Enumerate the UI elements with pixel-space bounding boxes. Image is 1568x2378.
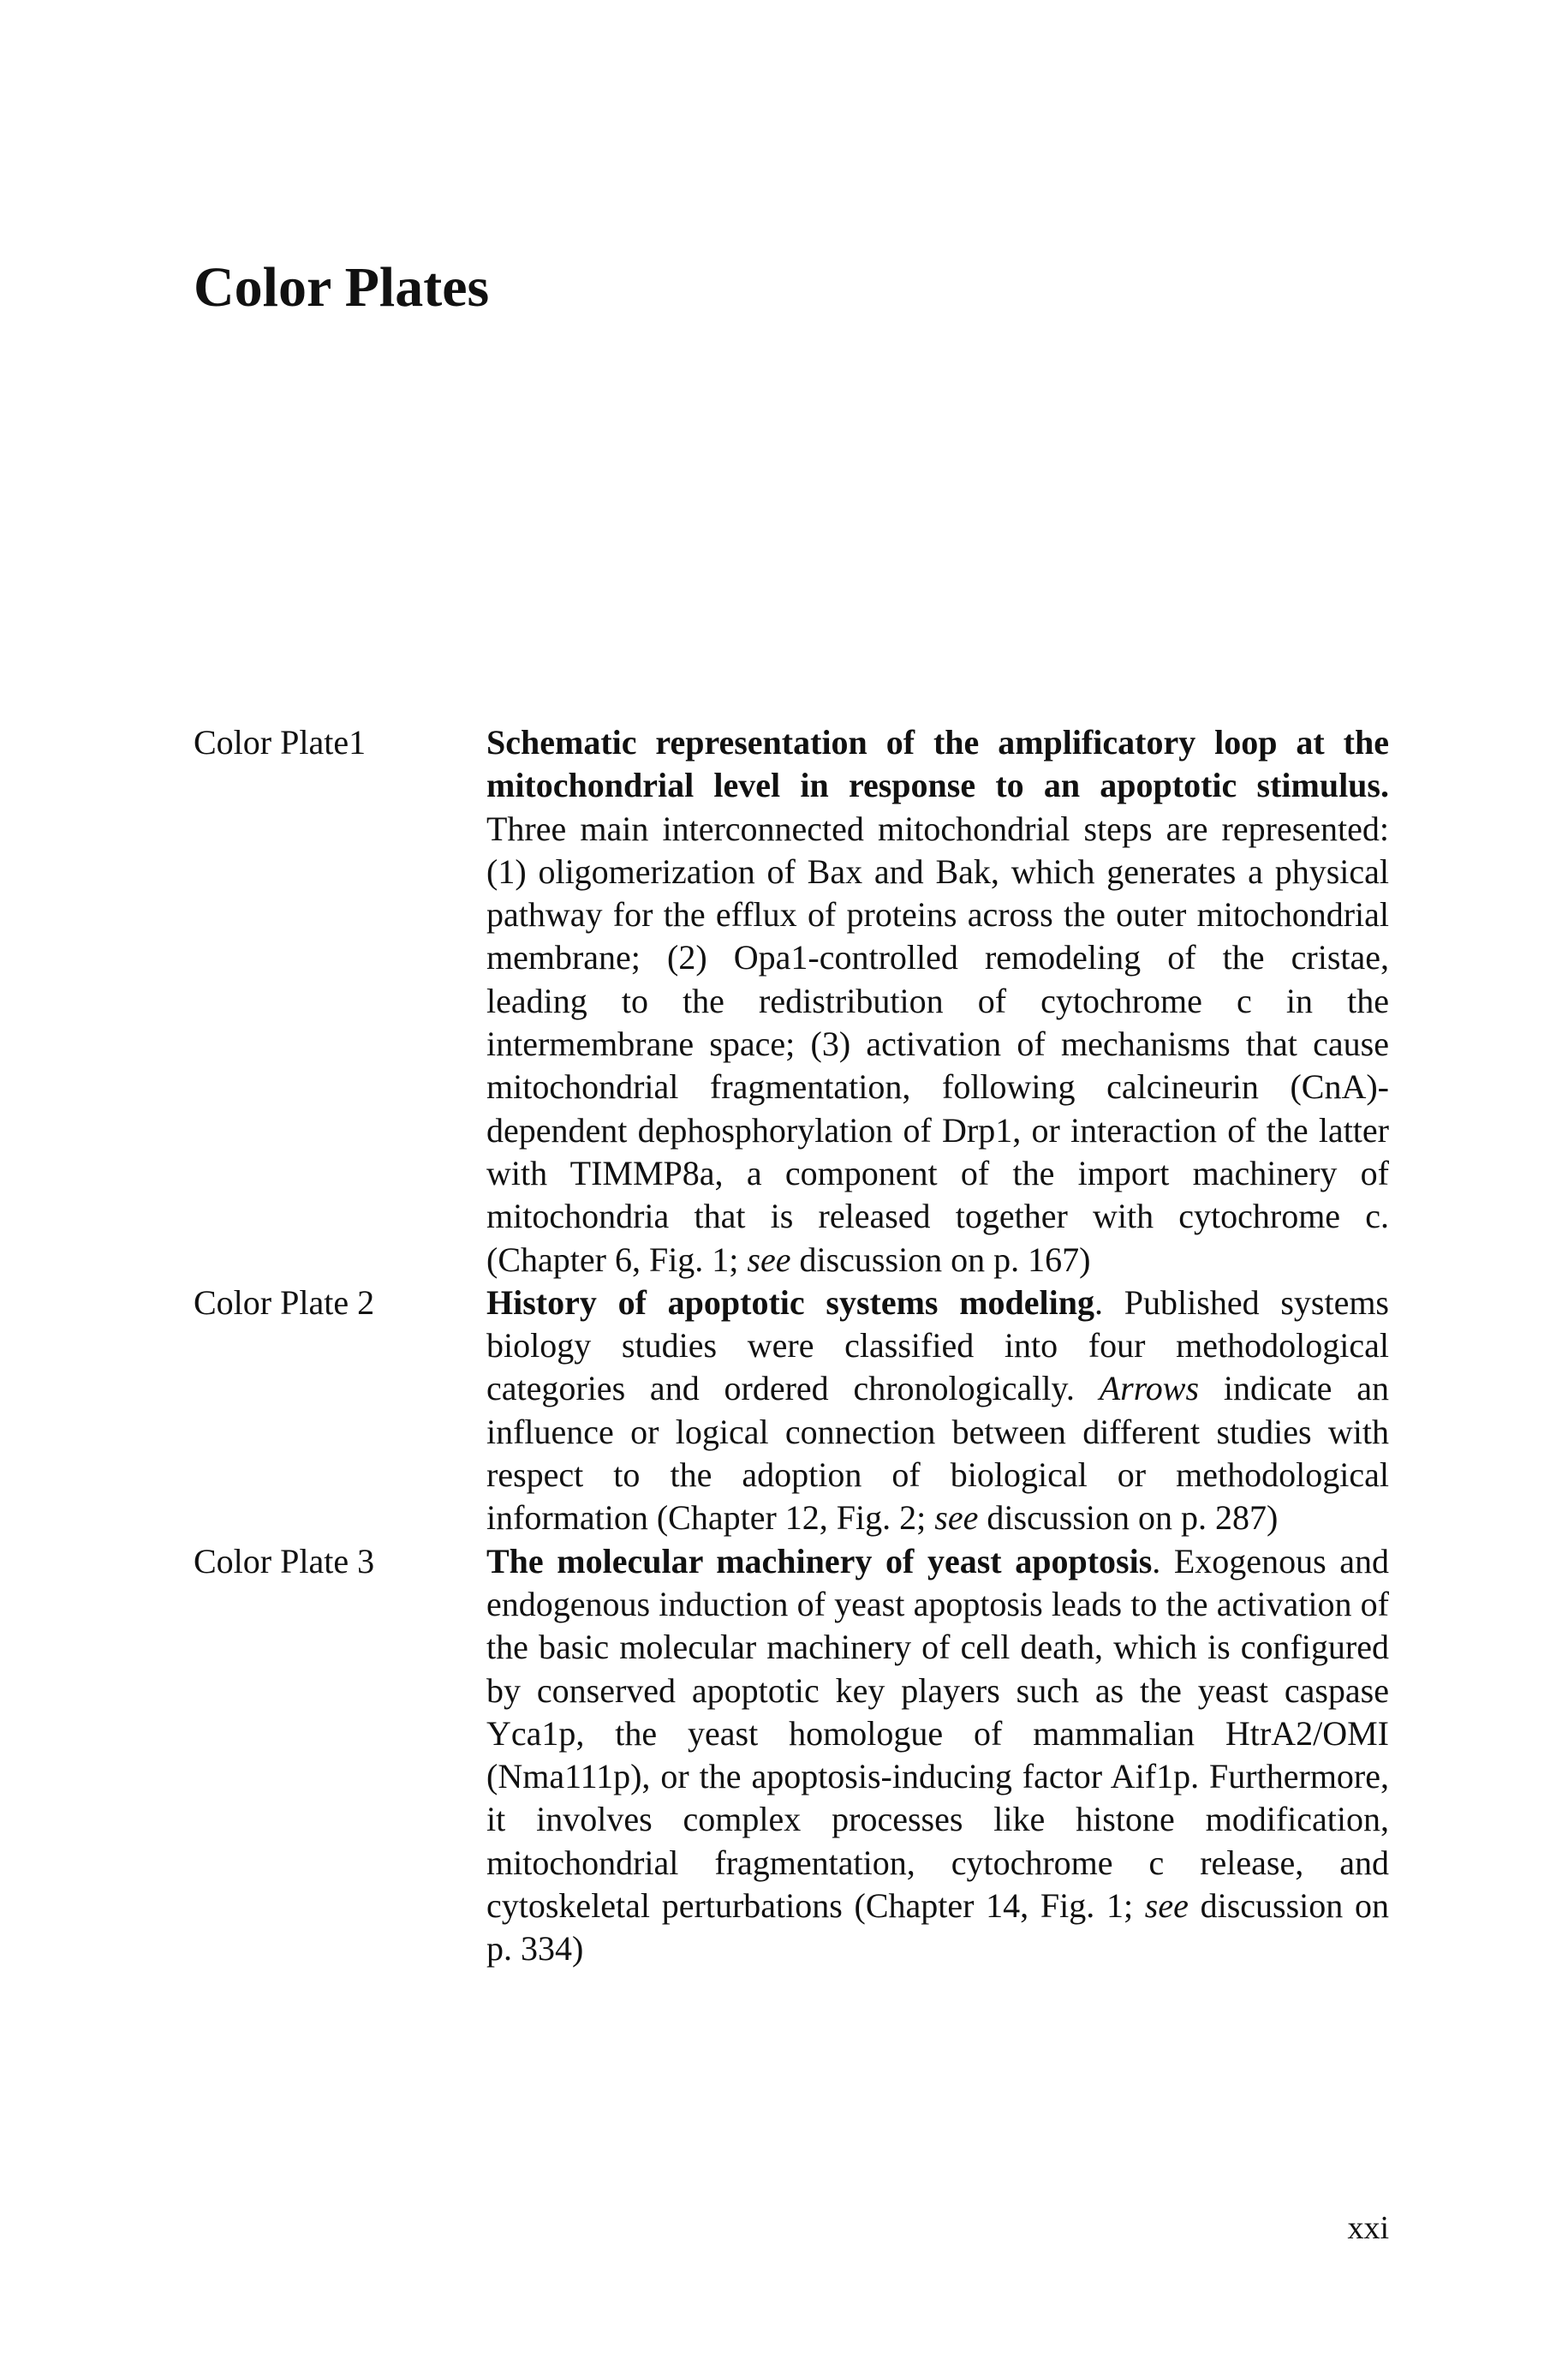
page-number: xxi: [1347, 2210, 1389, 2246]
plate-label: Color Plate 3: [194, 1541, 375, 1580]
see-reference: see: [1144, 1886, 1189, 1926]
page-title: Color Plates: [194, 256, 490, 319]
see-reference: see: [747, 1240, 791, 1279]
plate-label: Color Plate 2: [194, 1282, 375, 1322]
plate-entry: [194, 1540, 1389, 1971]
caption-body: . Published systems biology studies were classified into four methodological categories and ordered chronologically.: [486, 1282, 1389, 1408]
caption-body: . Exogenous and endogenous induction of yeast apoptosis leads to the activation of the basic molecular machinery of cell death, which is configured by conserved apoptotic key players such as the yeast caspase Yca1p, the yeast homologue of mammalian HtrA2/OMI (Nma111p), or the apoptosis-inducing factor Aif1p. Furthermore, it involves complex processes like histone modification, mitochondrial fragmentation, cytochrome c release, and cytoskeletal perturbations (Chapter 14, Fig. 1;: [486, 1541, 1389, 1926]
arrows-term: Arrows: [1099, 1369, 1200, 1408]
caption-heading: Schematic representation of the amplificatory loop at the mitochondrial level in response to an apoptotic stimulus.: [486, 723, 1389, 805]
caption-heading: History of apoptotic systems modeling: [486, 1282, 1095, 1322]
plate-caption: [486, 1282, 1389, 1540]
plate-caption: [486, 721, 1389, 1282]
plate-entry: [194, 1282, 1389, 1540]
caption-body: Three main interconnected mitochondrial steps are represented: (1) oligomerization of Bax and Bak, which generates a physical pathway for the efflux of proteins across the outer mitochondrial membrane; (2) Opa1-controlled remodeling of the cristae, leading to the redistribution of cytochrome c in the intermembrane space; (3) activation of mechanisms that cause mitochondrial fragmentation, following calcineurin (CnA)-dependent dephosphorylation of Drp1, or interaction of the latter with TIMMP8a, a component of the import machinery of mitochondria that is released together with cytochrome c. (Chapter 6, Fig. 1;: [486, 809, 1389, 1279]
caption-heading: The molecular machinery of yeast apoptosis: [486, 1541, 1153, 1580]
see-reference: see: [934, 1498, 979, 1538]
caption-tail: discussion on p. 167): [790, 1240, 1091, 1279]
plate-entry: [194, 721, 1389, 1282]
plate-label: Color Plate1: [194, 723, 367, 762]
color-plates-list: [194, 721, 1389, 1971]
caption-tail: discussion on p. 334): [486, 1886, 1389, 1969]
plate-caption: [486, 1540, 1389, 1971]
caption-tail: discussion on p. 287): [978, 1498, 1279, 1538]
caption-body-continued: indicate an influence or logical connection between different studies with respect to the adoption of biological or methodological information (Chapter 12, Fig. 2;: [486, 1369, 1390, 1538]
